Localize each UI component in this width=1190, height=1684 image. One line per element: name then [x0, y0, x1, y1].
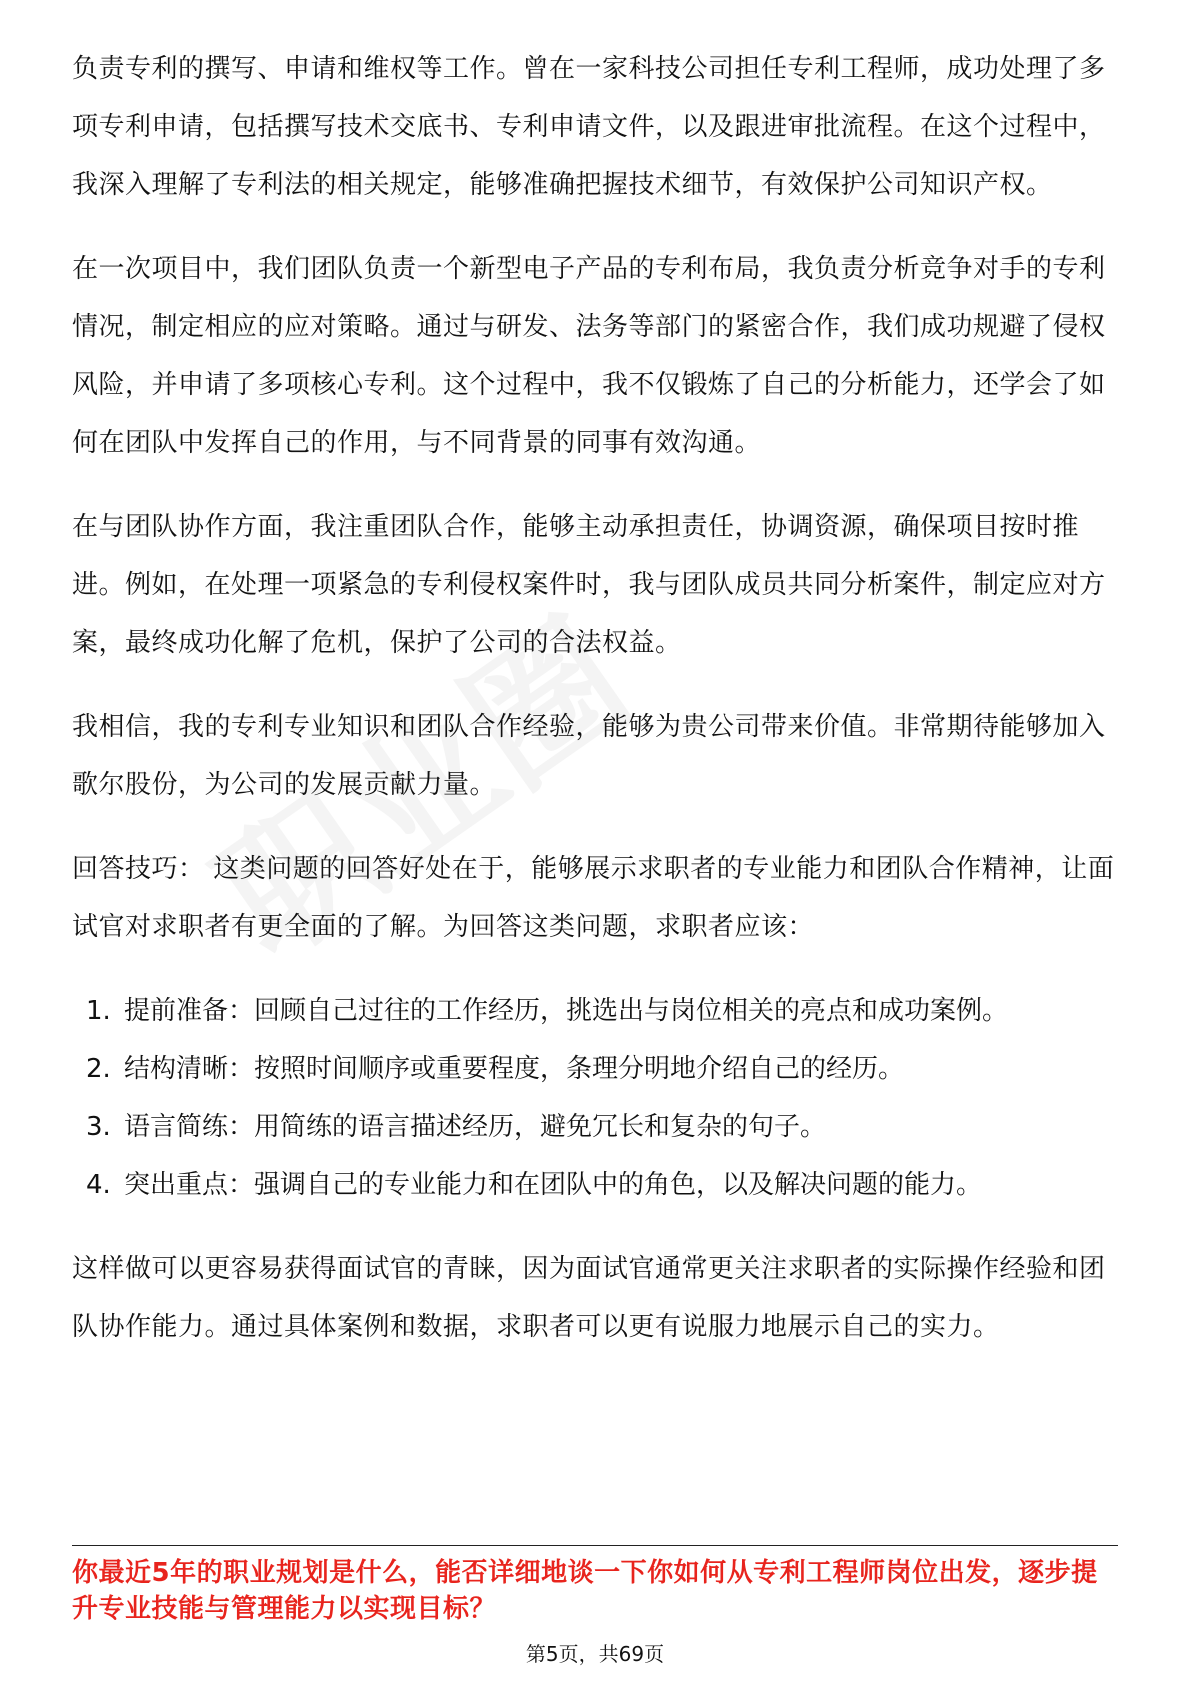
paragraph-answer-tips: 回答技巧： 这类问题的回答好处在于，能够展示求职者的专业能力和团队合作精神，让面试官对求职者有更全面的了解。为回答这类问题，求职者应该： [72, 854, 1115, 942]
tips-list [72, 982, 1118, 1214]
list-item-number: 3. [86, 1112, 111, 1142]
list-item-text: 结构清晰：按照时间顺序或重要程度，条理分明地介绍自己的经历。 [124, 1054, 905, 1084]
document-body [72, 40, 1118, 1382]
list-item-number: 4. [86, 1170, 111, 1200]
page-number-footer: 第5页，共69页 [525, 1642, 665, 1666]
paragraph-experience: 负责专利的撰写、申请和维权等工作。曾在一家科技公司担任专利工程师，成功处理了多项专利申请，包括撰写技术交底书、专利申请文件，以及跟进审批流程。在这个过程中，我深入理解了专利法的相关规定，能够准确把握技术细节，有效保护公司知识产权。 [72, 54, 1106, 200]
paragraph-conclusion: 我相信，我的专利专业知识和团队合作经验，能够为贵公司带来价值。非常期待能够加入歌尔股份，为公司的发展贡献力量。 [72, 712, 1106, 800]
list-item-text: 突出重点：强调自己的专业能力和在团队中的角色，以及解决问题的能力。 [124, 1170, 983, 1200]
section-divider [72, 1545, 1118, 1546]
list-item-text: 语言简练：用简练的语言描述经历，避免冗长和复杂的句子。 [124, 1112, 827, 1142]
list-item [72, 1156, 1118, 1214]
paragraph-closing: 这样做可以更容易获得面试官的青睐，因为面试官通常更关注求职者的实际操作经验和团队协作能力。通过具体案例和数据，求职者可以更有说服力地展示自己的实力。 [72, 1254, 1106, 1342]
list-item-number: 1. [86, 996, 111, 1026]
list-item-number: 2. [86, 1054, 111, 1084]
list-item-text: 提前准备：回顾自己过往的工作经历，挑选出与岗位相关的亮点和成功案例。 [124, 996, 1009, 1026]
paragraph-teamwork: 在与团队协作方面，我注重团队合作，能够主动承担责任，协调资源，确保项目按时推进。例如，在处理一项紧急的专利侵权案件时，我与团队成员共同分析案件，制定应对方案，最终成功化解了危机，保护了公司的合法权益。 [72, 512, 1106, 658]
list-item [72, 982, 1118, 1040]
list-item [72, 1040, 1118, 1098]
list-item [72, 1098, 1118, 1156]
next-question-heading: 你最近5年的职业规划是什么，能否详细地谈一下你如何从专利工程师岗位出发，逐步提升专业技能与管理能力以实现目标？ [72, 1558, 1098, 1624]
paragraph-project: 在一次项目中，我们团队负责一个新型电子产品的专利布局，我负责分析竞争对手的专利情况，制定相应的应对策略。通过与研发、法务等部门的紧密合作，我们成功规避了侵权风险，并申请了多项核心专利。这个过程中，我不仅锻炼了自己的分析能力，还学会了如何在团队中发挥自己的作用，与不同背景的同事有效沟通。 [72, 254, 1106, 458]
